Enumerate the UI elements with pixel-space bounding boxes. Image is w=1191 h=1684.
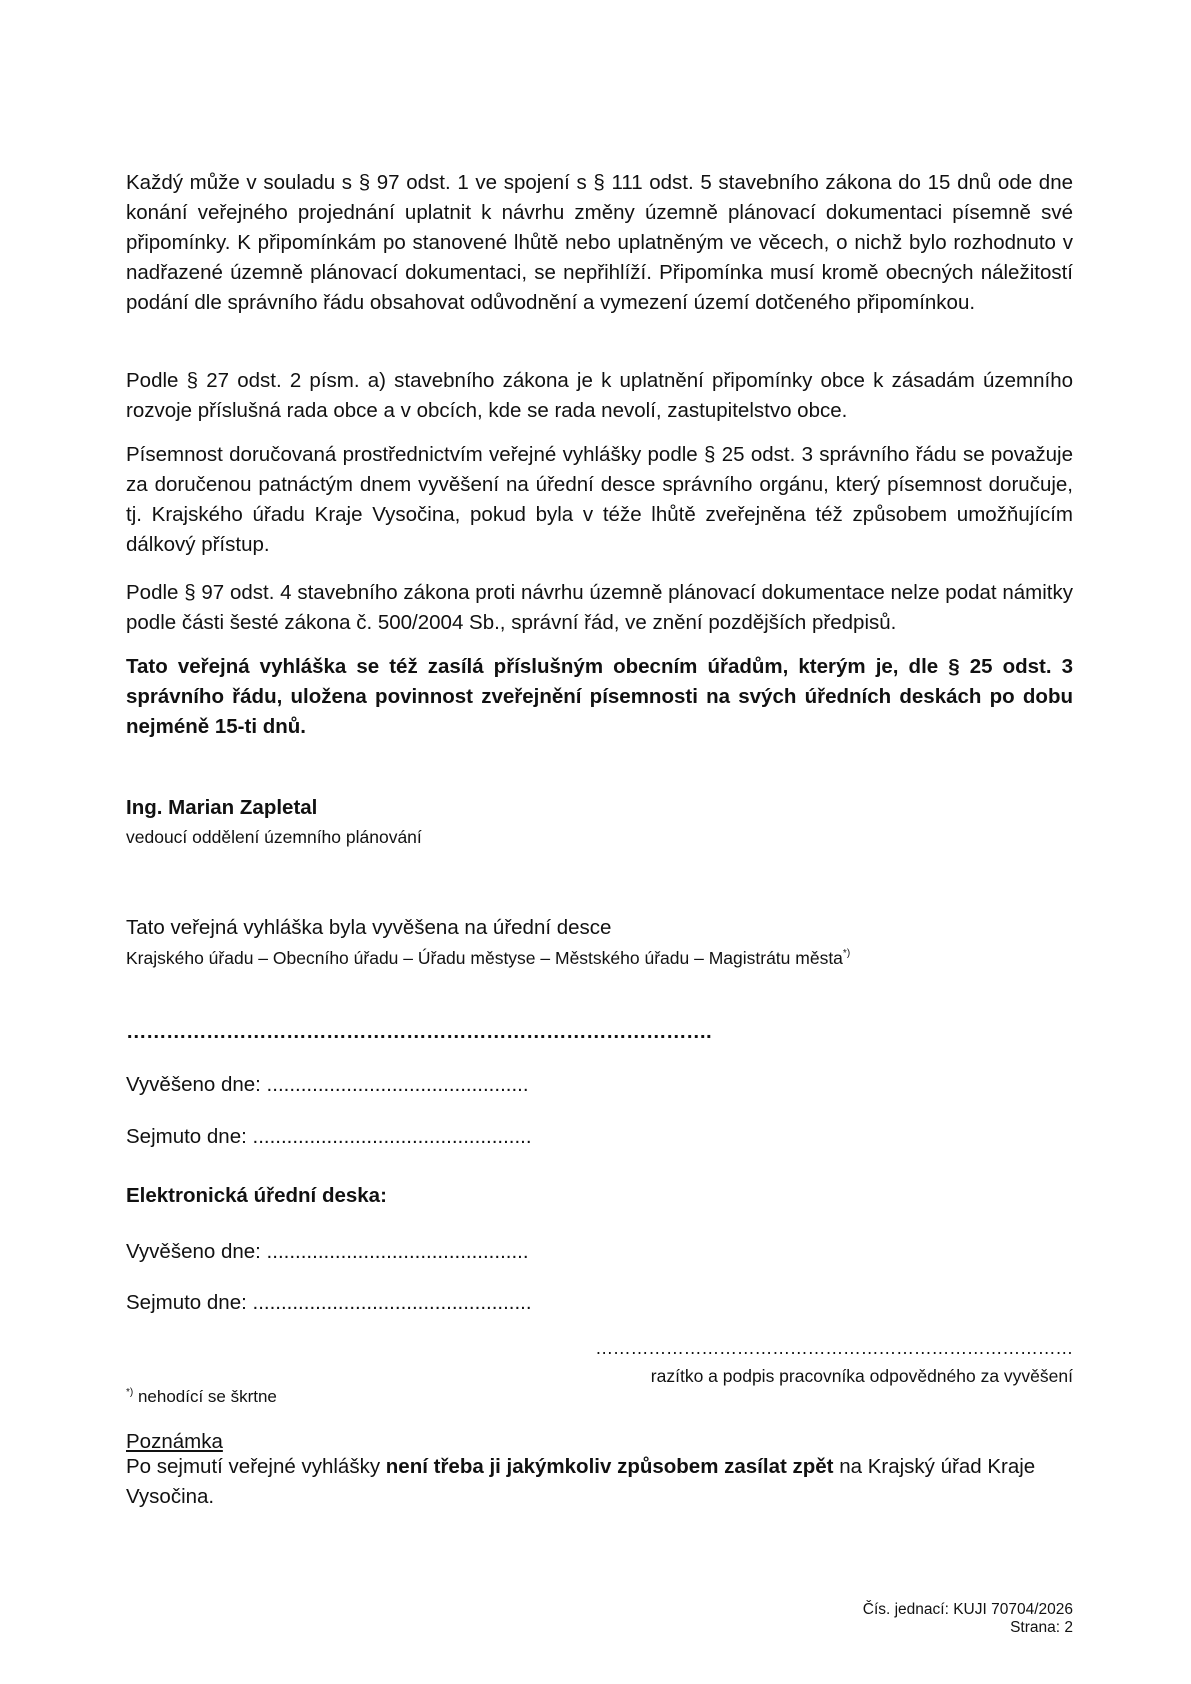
footnote-marker: *) xyxy=(126,1387,134,1398)
note-text-start: Po sejmutí veřejné vyhlášky xyxy=(126,1455,386,1478)
removed-date-field: Sejmuto dne: ................................................. xyxy=(126,1125,532,1148)
stamp-signature-blank: ……………………………………………………………………… xyxy=(595,1338,1073,1358)
note-text-end: na Krajský úřad Kraje Vysočina. xyxy=(126,1455,1036,1508)
paragraph-text: Podle § 97 odst. 4 stavebního zákona proti návrhu územně plánovací dokumentace nelze podat námitky podle části šesté zákona č. 500/2004 Sb., správní řád, ve znění pozdějších předpisů. xyxy=(126,581,1073,634)
footnote xyxy=(126,1387,277,1407)
paragraph-text: Tato veřejná vyhláška se též zasílá příslušným obecním úřadům, kterým je, dle § 25 odst. 3 správního řádu, uložena povinnost zveřejnění písemnosti na svých úředních deskách po dobu nejméně 15-ti dnů. xyxy=(126,655,1073,738)
footnote-text: nehodící se škrtne xyxy=(133,1387,277,1406)
electronic-removed-date-field: Sejmuto dne: ................................................. xyxy=(126,1291,532,1314)
signatory-role: vedoucí oddělení územního plánování xyxy=(126,827,422,847)
paragraph-obligation-notice xyxy=(126,652,1073,742)
paragraph-text: Písemnost doručovaná prostřednictvím veřejné vyhlášky podle § 25 odst. 3 správního řádu se považuje za doručenou patnáctým dnem vyvěšení na úřední desce správního orgánu, který písemnost doručuje, tj. Krajského úřadu Kraje Vysočina, pokud byla v téže lhůtě zveřejněna též způsobem umožňujícím dálkový přístup. xyxy=(126,443,1073,556)
footnote-marker: *) xyxy=(842,948,851,959)
posted-date-field: Vyvěšeno dne: .............................................. xyxy=(126,1073,529,1096)
page-number: Strana: 2 xyxy=(1010,1619,1073,1636)
electronic-posted-date-field: Vyvěšeno dne: .............................................. xyxy=(126,1240,529,1263)
posted-statement: Tato veřejná vyhláška byla vyvěšena na úřední desce xyxy=(126,916,612,939)
document-reference xyxy=(863,1601,1073,1637)
paragraph-text: Podle § 27 odst. 2 písm. a) stavebního zákona je k uplatnění připomínky obce k zásadám územního rozvoje příslušná rada obce a v obcích, kde se rada nevolí, zastupitelstvo obce. xyxy=(126,369,1073,422)
office-list xyxy=(126,948,850,969)
office-name-blank: ……………………………………………………………………………. xyxy=(126,1020,712,1043)
paragraph-text: Každý může v souladu s § 97 odst. 1 ve spojení s § 111 odst. 5 stavebního zákona do 15 dnů ode dne konání veřejného projednání uplatnit k návrhu změny územně plánovací dokumentaci písemně své připomínky. K připomínkám po stanovené lhůtě nebo uplatněným ve věcech, o nichž bylo rozhodnuto v nadřazené územně plánovací dokumentaci, se nepřihlíží. Připomínka musí kromě obecných náležitostí podání dle správního řádu obsahovat odůvodnění a vymezení území dotčeného připomínkou. xyxy=(126,171,1073,314)
paragraph-objections xyxy=(126,578,1073,638)
stamp-caption: razítko a podpis pracovníka odpovědného za vyvěšení xyxy=(650,1366,1073,1386)
office-list-text: Krajského úřadu – Obecního úřadu – Úřadu městyse – Městského úřadu – Magistrátu města xyxy=(126,948,843,968)
note-heading: Poznámka xyxy=(126,1430,223,1453)
note-text-emphasis: není třeba ji jakýmkoliv způsobem zasílat zpět xyxy=(385,1455,834,1478)
case-number: Čís. jednací: KUJI 70704/2026 xyxy=(862,1601,1073,1618)
signatory-name: Ing. Marian Zapletal xyxy=(126,796,318,819)
paragraph-comments xyxy=(126,168,1073,318)
paragraph-municipal-comments xyxy=(126,366,1073,426)
note-text xyxy=(126,1452,1073,1512)
paragraph-delivery xyxy=(126,440,1073,560)
electronic-board-heading: Elektronická úřední deska: xyxy=(126,1184,387,1207)
